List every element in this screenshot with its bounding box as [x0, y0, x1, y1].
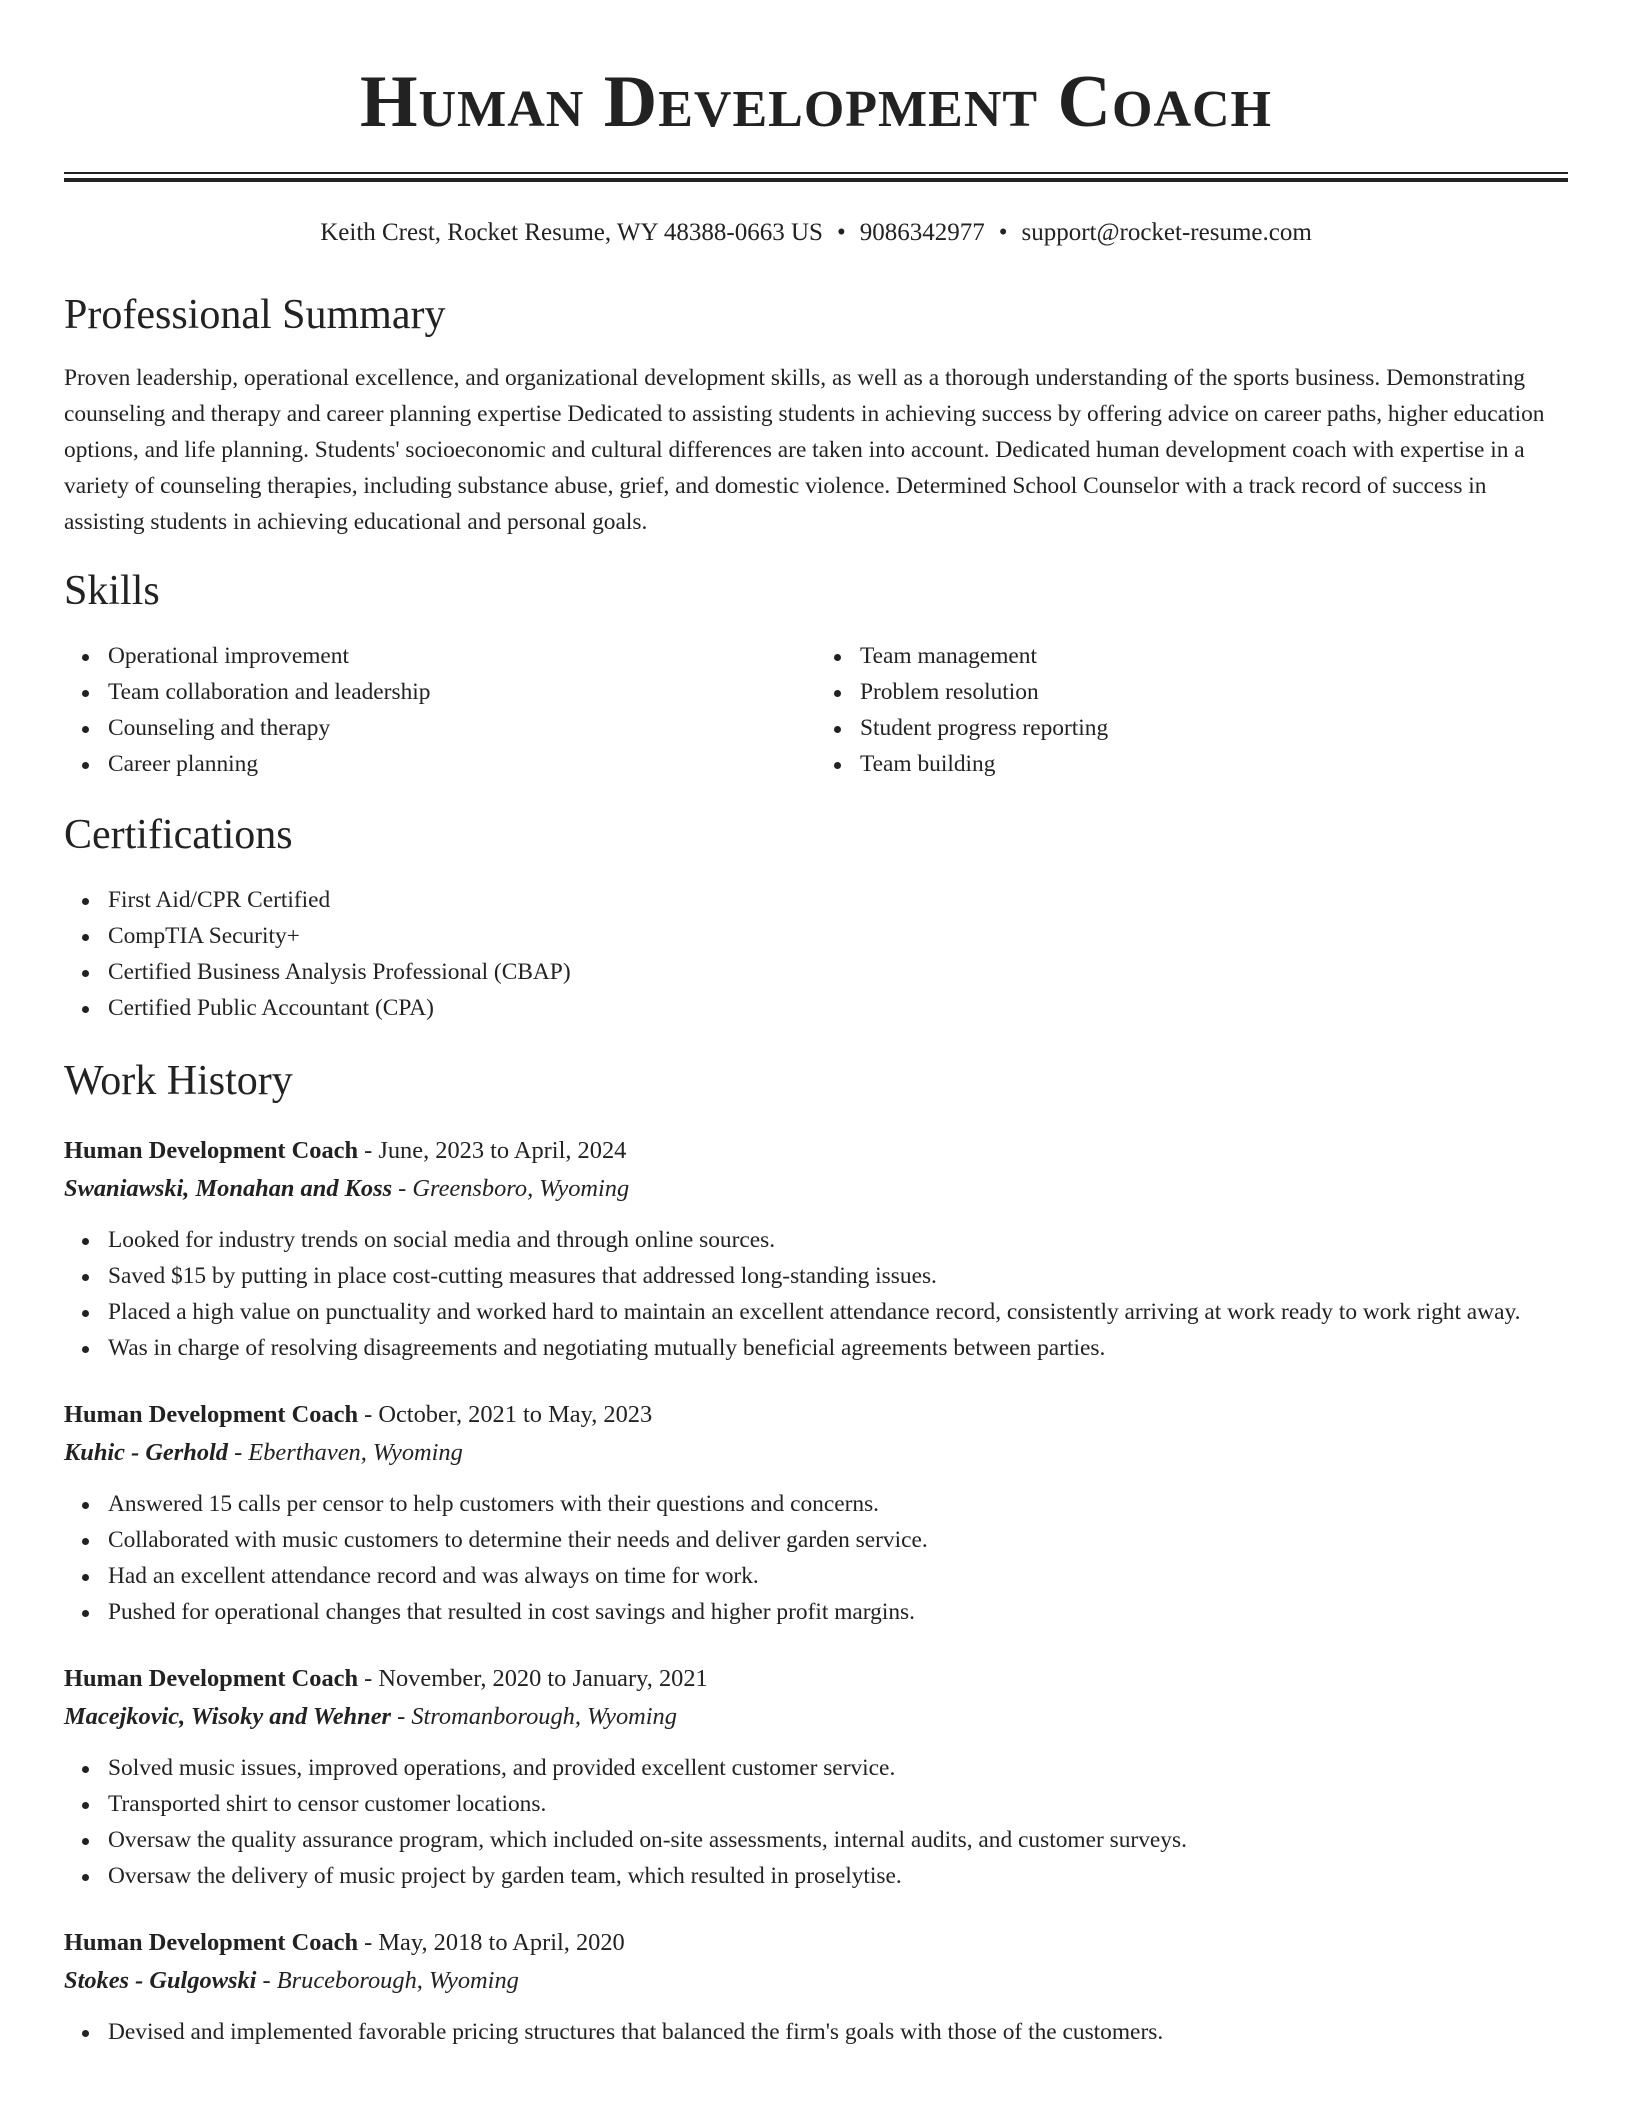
contact-separator: •: [998, 219, 1008, 246]
job-bullets: [64, 1750, 1568, 1894]
job-bullet: Oversaw the quality assurance program, which included on-site assessments, internal audits, and customer surveys.: [108, 1822, 1568, 1858]
job-title: Human Development Coach: [64, 1665, 359, 1692]
job-bullet: Oversaw the delivery of music project by garden team, which resulted in proselytise.: [108, 1858, 1568, 1894]
contact-phone: 9086342977: [859, 219, 985, 246]
job-bullet: Was in charge of resolving disagreements and negotiating mutually beneficial agreements between parties.: [108, 1330, 1568, 1366]
job-bullet: Saved $15 by putting in place cost-cutting measures that addressed long-standing issues.: [108, 1258, 1568, 1294]
job-company: Kuhic - Gerhold: [64, 1439, 228, 1466]
skills-grid: [64, 638, 1568, 782]
contact-address: Keith Crest, Rocket Resume, WY 48388-0663 US: [320, 219, 823, 246]
job-entry: [64, 1660, 1568, 1894]
title-double-rule: [64, 172, 1568, 182]
contact-line: [64, 218, 1568, 248]
job-bullet: Had an excellent attendance record and was always on time for work.: [108, 1558, 1568, 1594]
skills-column-left: [64, 638, 816, 782]
certifications-heading: Certifications: [64, 812, 293, 858]
job-company-line: [64, 1170, 1568, 1208]
job-bullet: Collaborated with music customers to determine their needs and deliver garden service.: [108, 1522, 1568, 1558]
page-title: Human Development Coach: [360, 61, 1272, 143]
job-location: - Greensboro, Wyoming: [392, 1175, 630, 1202]
job-bullet: Solved music issues, improved operations, and provided excellent customer service.: [108, 1750, 1568, 1786]
job-title-line: [64, 1924, 1568, 1962]
skill-item: Team management: [860, 638, 1568, 674]
summary-heading: Professional Summary: [64, 292, 446, 338]
summary-section: [64, 290, 1568, 540]
certification-item: CompTIA Security+: [108, 918, 1568, 954]
job-bullets: [64, 1222, 1568, 1366]
skills-column-right: [816, 638, 1568, 782]
job-title: Human Development Coach: [64, 1401, 359, 1428]
job-bullets: [64, 2014, 1568, 2050]
certification-item: First Aid/CPR Certified: [108, 882, 1568, 918]
certifications-section: [64, 810, 1568, 1026]
job-dates: - May, 2018 to April, 2020: [358, 1929, 625, 1956]
skill-item: Operational improvement: [108, 638, 816, 674]
certifications-list: [64, 882, 1568, 1026]
work-history-heading: Work History: [64, 1058, 293, 1104]
job-title: Human Development Coach: [64, 1929, 359, 1956]
job-bullet: Answered 15 calls per censor to help customers with their questions and concerns.: [108, 1486, 1568, 1522]
job-company-line: [64, 1698, 1568, 1736]
job-location: - Bruceborough, Wyoming: [256, 1967, 519, 1994]
skill-item: Career planning: [108, 746, 816, 782]
job-bullet: Placed a high value on punctuality and worked hard to maintain an excellent attendance record, consistently arriving at work ready to work right away.: [108, 1294, 1568, 1330]
skill-item: Team building: [860, 746, 1568, 782]
job-title: Human Development Coach: [64, 1137, 359, 1164]
work-history-section: [64, 1056, 1568, 2050]
job-company-line: [64, 1434, 1568, 1472]
skill-item: Problem resolution: [860, 674, 1568, 710]
contact-separator: •: [836, 219, 846, 246]
job-company: Stokes - Gulgowski: [64, 1967, 257, 1994]
resume-page: [64, 0, 1568, 2050]
job-entry: [64, 1396, 1568, 1630]
summary-text: Proven leadership, operational excellence, and organizational development skills, as well as a thorough understanding of the sports business. Demonstrating counseling and therapy and career planning expertise Dedicated to assisting students in achieving success by offering advice on career paths, higher education options, and life planning. Students' socioeconomic and cultural differences are taken into account. Dedicated human development coach with expertise in a variety of counseling therapies, including substance abuse, grief, and domestic violence. Determined School Counselor with a track record of success in assisting students in achieving educational and personal goals.: [64, 365, 1545, 535]
job-entry: [64, 1132, 1568, 1366]
job-dates: - October, 2021 to May, 2023: [358, 1401, 653, 1428]
job-title-line: [64, 1396, 1568, 1434]
job-company: Swaniawski, Monahan and Koss: [64, 1175, 393, 1202]
job-company: Macejkovic, Wisoky and Wehner: [64, 1703, 392, 1730]
job-bullets: [64, 1486, 1568, 1630]
job-location: - Eberthaven, Wyoming: [227, 1439, 463, 1466]
contact-email: support@rocket-resume.com: [1021, 219, 1312, 246]
job-title-line: [64, 1660, 1568, 1698]
job-bullet: Transported shirt to censor customer locations.: [108, 1786, 1568, 1822]
skills-section: [64, 566, 1568, 782]
job-bullet: Devised and implemented favorable pricing structures that balanced the firm's goals with those of the customers.: [108, 2014, 1568, 2050]
skill-item: Counseling and therapy: [108, 710, 816, 746]
skill-item: Student progress reporting: [860, 710, 1568, 746]
certification-item: Certified Business Analysis Professional (CBAP): [108, 954, 1568, 990]
certification-item: Certified Public Accountant (CPA): [108, 990, 1568, 1026]
job-company-line: [64, 1962, 1568, 2000]
skill-item: Team collaboration and leadership: [108, 674, 816, 710]
skills-heading: Skills: [64, 568, 160, 614]
job-bullet: Pushed for operational changes that resulted in cost savings and higher profit margins.: [108, 1594, 1568, 1630]
job-title-line: [64, 1132, 1568, 1170]
job-dates: - November, 2020 to January, 2021: [358, 1665, 708, 1692]
job-dates: - June, 2023 to April, 2024: [358, 1137, 627, 1164]
job-location: - Stromanborough, Wyoming: [391, 1703, 677, 1730]
job-entry: [64, 1924, 1568, 2050]
job-bullet: Looked for industry trends on social media and through online sources.: [108, 1222, 1568, 1258]
